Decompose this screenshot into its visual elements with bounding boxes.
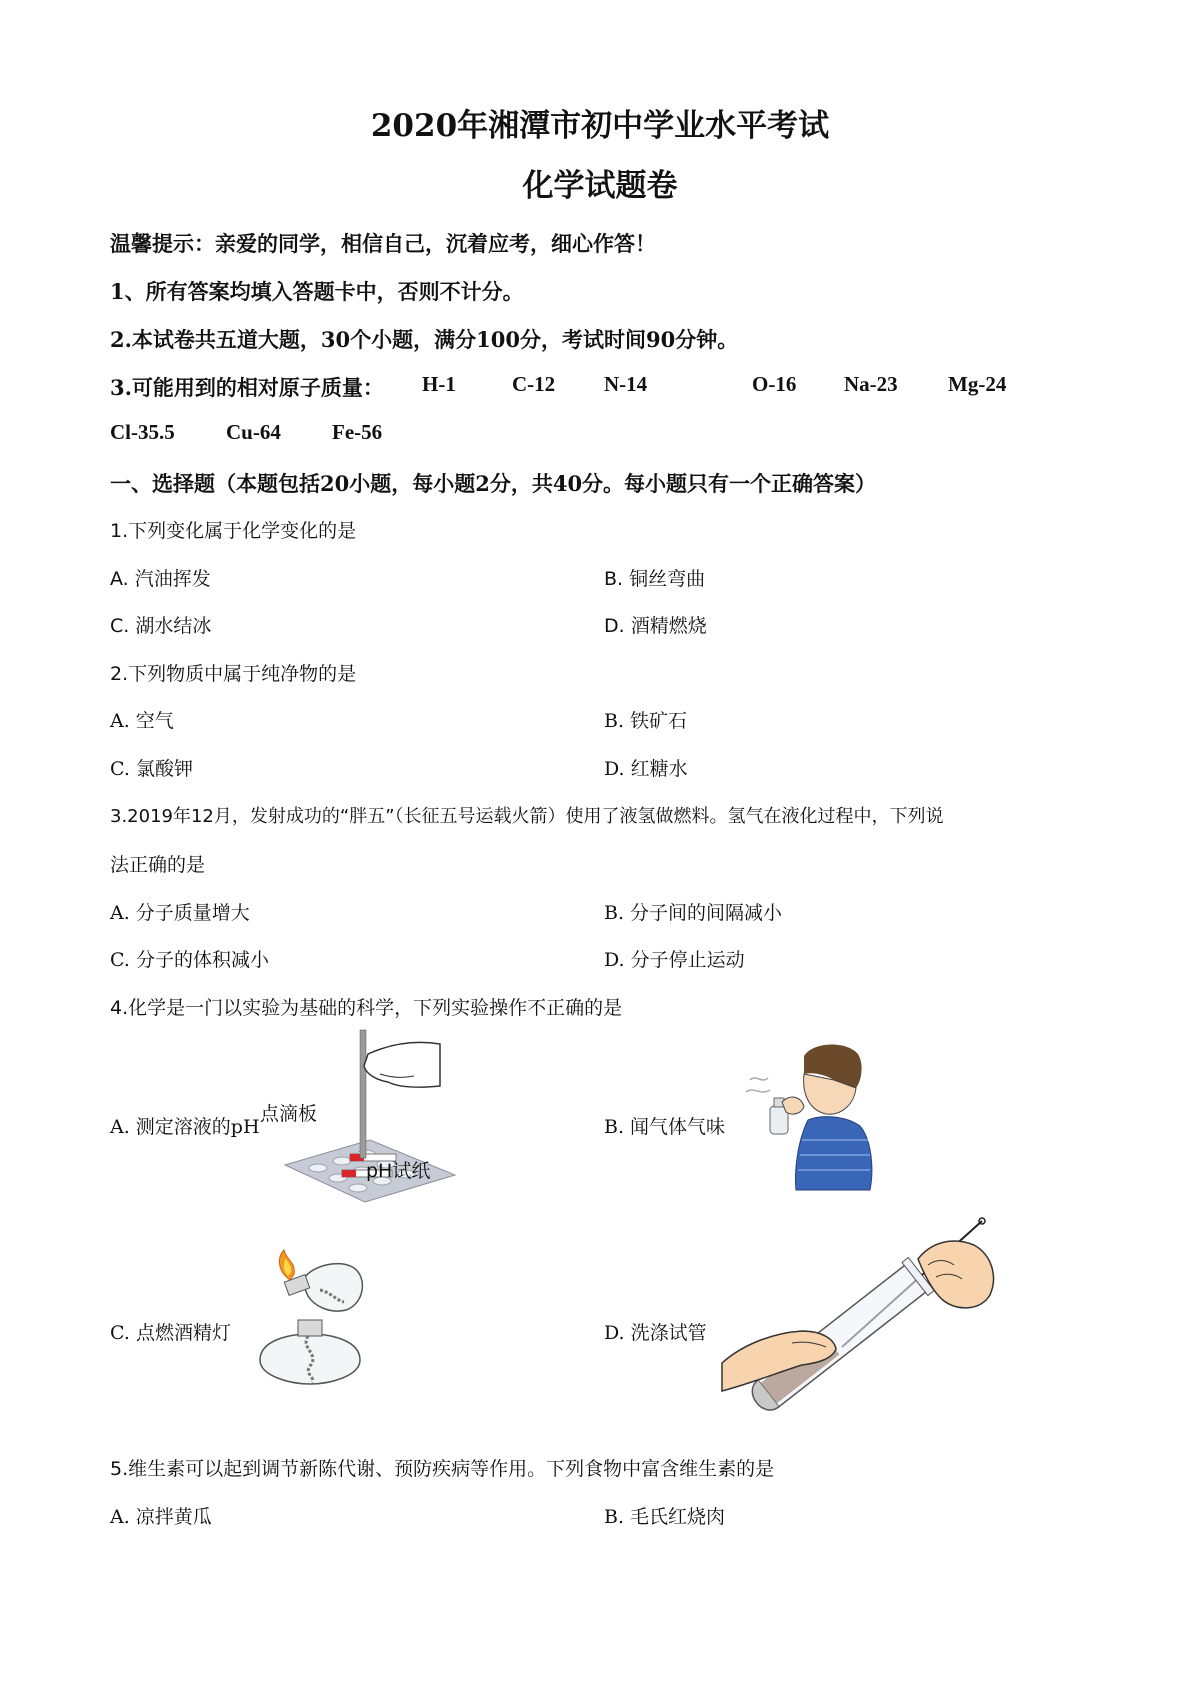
section-heading: 一、选择题（本题包括20小题，每小题2分，共40分。每小题只有一个正确答案） [110, 471, 877, 496]
question-5-option-b: B. 毛氏红烧肉 [604, 1506, 726, 1528]
spot-plate-label: 点滴板 [260, 1103, 318, 1125]
question-4-option-c: C. 点燃酒精灯 [110, 1322, 231, 1344]
question-2-option-a: A. 空气 [110, 710, 174, 732]
question-3-option-d: D. 分子停止运动 [604, 949, 745, 971]
question-2-stem: 2.下列物质中属于纯净物的是 [110, 663, 357, 685]
atomic-mass-mg: Mg-24 [948, 372, 1007, 396]
atomic-mass-fe: Fe-56 [332, 420, 383, 444]
question-3-stem-line-2: 法正确的是 [110, 854, 206, 876]
alcohol-lamp-figure [250, 1250, 380, 1390]
page-subtitle: 化学试题卷 [522, 168, 678, 204]
atomic-mass-cu: Cu-64 [226, 420, 281, 444]
smell-gas-figure [742, 1040, 892, 1190]
page-title: 2020年湘潭市初中学业水平考试 [370, 108, 830, 144]
question-3-option-c: C. 分子的体积减小 [110, 949, 269, 971]
question-1-stem: 1.下列变化属于化学变化的是 [110, 520, 357, 542]
ph-paper-label: pH试纸 [366, 1160, 431, 1182]
question-3-option-a: A. 分子质量增大 [110, 902, 250, 924]
question-4-stem: 4.化学是一门以实验为基础的科学，下列实验操作不正确的是 [110, 997, 623, 1019]
question-5-option-a: A. 凉拌黄瓜 [110, 1506, 212, 1528]
question-3-stem-line-1: 3.2019年12月，发射成功的“胖五”（长征五号运载火箭）使用了液氢做燃料。氢气在液化过程中，下列说 [110, 806, 944, 827]
atomic-mass-o: O-16 [752, 372, 797, 396]
note-1: 1、所有答案均填入答题卡中，否则不计分。 [110, 279, 524, 304]
wash-test-tube-figure [722, 1215, 1012, 1425]
question-5-stem: 5.维生素可以起到调节新陈代谢、预防疾病等作用。下列食物中富含维生素的是 [110, 1458, 775, 1480]
tips-line: 温馨提示：亲爱的同学，相信自己，沉着应考，细心作答！ [110, 231, 656, 256]
atomic-mass-na: Na-23 [844, 372, 898, 396]
note-3: 3.可能用到的相对原子质量： [110, 375, 384, 400]
atomic-mass-h: H-1 [422, 372, 456, 396]
question-3-option-b: B. 分子间的间隔减小 [604, 902, 783, 924]
question-4-option-b: B. 闻气体气味 [604, 1116, 726, 1138]
note-2: 2.本试卷共五道大题，30个小题，满分100分，考试时间90分钟。 [110, 327, 739, 352]
question-4-option-a: A. 测定溶液的pH [110, 1116, 260, 1138]
atomic-mass-c: C-12 [512, 372, 556, 396]
atomic-mass-n: N-14 [604, 372, 648, 396]
question-2-option-b: B. 铁矿石 [604, 710, 688, 732]
question-2-option-c: C. 氯酸钾 [110, 758, 193, 780]
question-1-option-c: C. 湖水结冰 [110, 615, 212, 637]
question-1-option-a: A. 汽油挥发 [110, 568, 211, 590]
question-2-option-d: D. 红糖水 [604, 758, 688, 780]
question-1-option-d: D. 酒精燃烧 [604, 615, 707, 637]
question-4-option-d: D. 洗涤试管 [604, 1322, 707, 1344]
ph-test-figure [260, 1030, 480, 1210]
atomic-mass-cl: Cl-35.5 [110, 420, 175, 444]
question-1-option-b: B. 铜丝弯曲 [604, 568, 706, 590]
